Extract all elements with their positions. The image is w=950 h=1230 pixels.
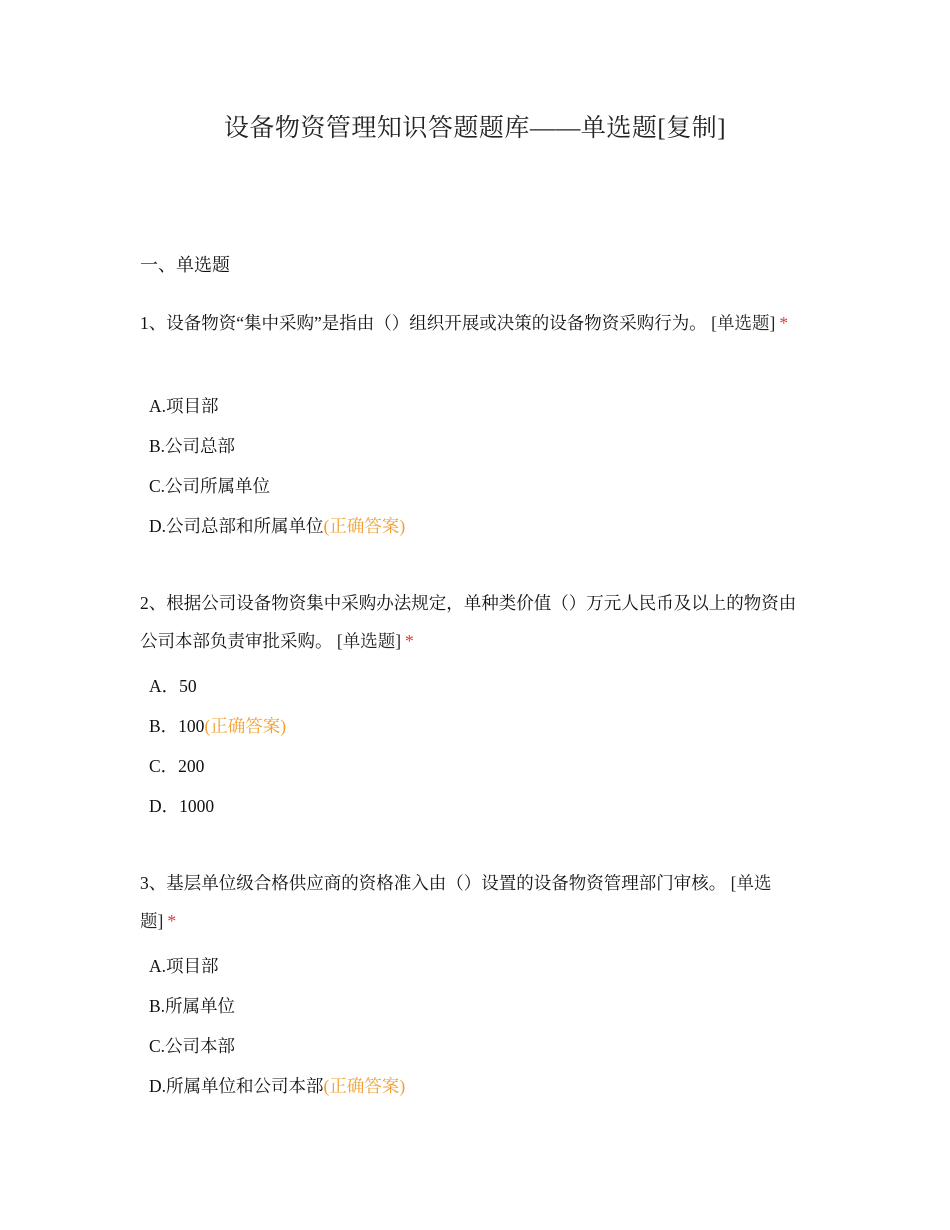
option-label: D．1000 xyxy=(149,796,215,816)
option-label: B.公司总部 xyxy=(149,436,236,456)
option-label: C．200 xyxy=(149,756,205,776)
option-label: A．50 xyxy=(149,676,197,696)
document-title: 设备物资管理知识答题题库——单选题[复制] xyxy=(223,115,727,142)
question-text: 3、基层单位级合格供应商的资格准入由（）设置的设备物资管理部门审核。 xyxy=(140,873,727,893)
correct-answer-marker: (正确答案) xyxy=(323,516,406,536)
required-asterisk: * xyxy=(405,631,414,651)
option-label: D.所属单位和公司本部 xyxy=(149,1076,324,1096)
question-type-tag: [单选题] xyxy=(140,873,772,931)
question-3-option-b xyxy=(149,994,235,1018)
option-label: A.项目部 xyxy=(149,396,219,416)
option-label: A.项目部 xyxy=(149,956,219,976)
question-2-option-c xyxy=(149,754,204,778)
question-1 xyxy=(140,304,805,342)
option-label: C.公司所属单位 xyxy=(149,476,271,496)
question-3-option-a xyxy=(149,954,219,978)
question-text: 2、根据公司设备物资集中采购办法规定，单种类价值（）万元人民币及以上的物资由公司本部负责审批采购。 xyxy=(140,593,797,651)
question-2 xyxy=(140,584,805,660)
required-asterisk: * xyxy=(779,313,789,333)
question-1-option-d xyxy=(149,514,405,538)
question-2-option-b xyxy=(149,714,286,738)
question-text: 1、设备物资“集中采购”是指由（）组织开展或决策的设备物资采购行为。 xyxy=(140,313,707,333)
option-label: B．100 xyxy=(149,716,205,736)
question-3 xyxy=(140,864,805,940)
question-2-option-d xyxy=(149,794,214,818)
question-1-option-b xyxy=(149,434,235,458)
question-1-option-c xyxy=(149,474,270,498)
option-label: C.公司本部 xyxy=(149,1036,236,1056)
question-3-option-d xyxy=(149,1074,405,1098)
question-type-tag: [单选题] xyxy=(711,313,776,333)
correct-answer-marker: (正确答案) xyxy=(323,1076,406,1096)
question-type-tag: [单选题] xyxy=(336,631,402,651)
question-3-option-c xyxy=(149,1034,235,1058)
option-label: B.所属单位 xyxy=(149,996,236,1016)
question-2-option-a xyxy=(149,674,197,698)
section-heading: 一、单选题 xyxy=(140,255,230,275)
question-1-option-a xyxy=(149,394,219,418)
required-asterisk: * xyxy=(167,911,177,931)
correct-answer-marker: (正确答案) xyxy=(204,716,287,736)
option-label: D.公司总部和所属单位 xyxy=(149,516,324,536)
